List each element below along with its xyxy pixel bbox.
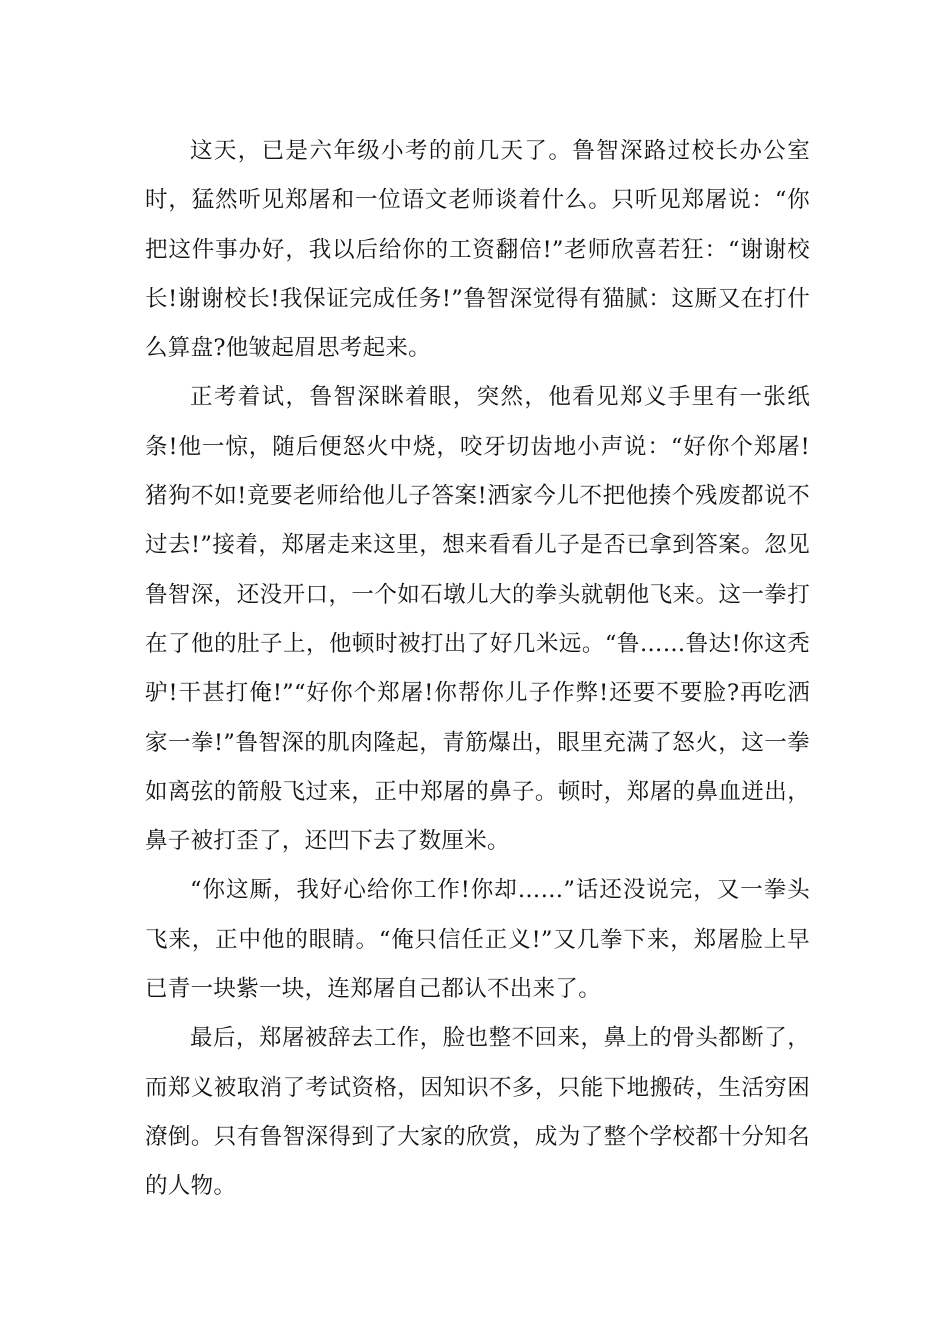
paragraph-1: 这天，已是六年级小考的前几天了。鲁智深路过校长办公室时，猛然听见郑屠和一位语文老师谈着什么。只听见郑屠说：“你把这件事办好，我以后给你的工资翻倍!”老师欣喜若狂：“谢谢校长!谢谢校长!我保证完成任务!”鲁智深觉得有猫腻：这厮又在打什么算盘?他皱起眉思考起来。 xyxy=(145,138,810,362)
paragraph-4: 最后，郑屠被辞去工作，脸也整不回来，鼻上的骨头都断了，而郑义被取消了考试资格，因知识不多，只能下地搬砖，生活穷困潦倒。只有鲁智深得到了大家的欣赏，成为了整个学校都十分知名的人物。 xyxy=(145,1025,810,1200)
paragraph-2: 正考着试，鲁智深眯着眼，突然，他看见郑义手里有一张纸条!他一惊，随后便怒火中烧，咬牙切齿地小声说：“好你个郑屠!猪狗不如!竟要老师给他儿子答案!洒家今儿不把他揍个残废都说不过去!”接着，郑屠走来这里，想来看看儿子是否已拿到答案。忽见鲁智深，还没开口，一个如石墩儿大的拳头就朝他飞来。这一拳打在了他的肚子上，他顿时被打出了好几米远。“鲁……鲁达!你这秃驴!干甚打俺!”“好你个郑屠!你帮你儿子作弊!还要不要脸?再吃洒家一拳!”鲁智深的肌肉隆起，青筋爆出，眼里充满了怒火，这一拳如离弦的箭般飞过来，正中郑屠的鼻子。顿时，郑屠的鼻血迸出，鼻子被打歪了，还凹下去了数厘米。 xyxy=(145,384,810,855)
paragraph-3: “你这厮，我好心给你工作!你却……”话还没说完，又一拳头飞来，正中他的眼睛。“俺只信任正义!”又几拳下来，郑屠脸上早已青一块紫一块，连郑屠自己都认不出来了。 xyxy=(145,877,810,1003)
